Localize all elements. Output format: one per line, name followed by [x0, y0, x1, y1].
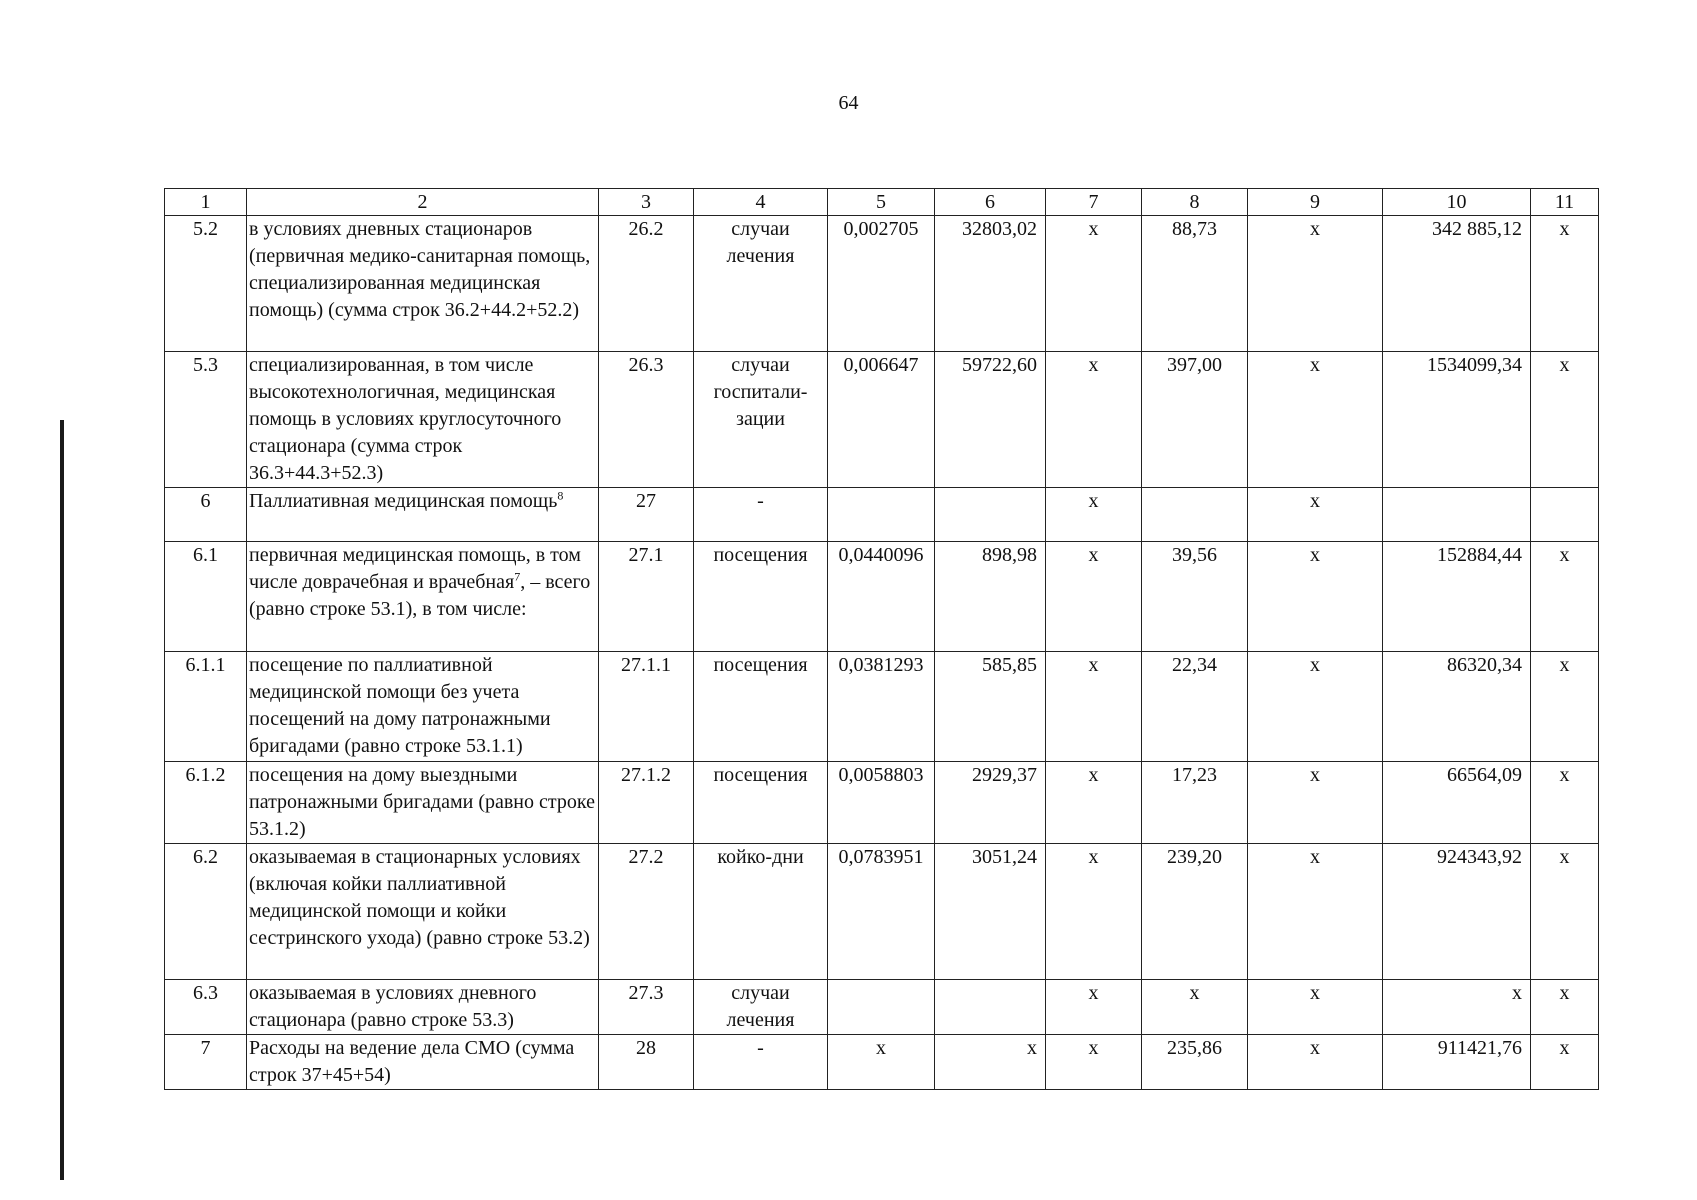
cell-col-5: 0,0440096 — [828, 542, 935, 652]
table-row — [165, 488, 1599, 542]
cell-col-3: 27 — [599, 488, 694, 542]
cell-col-2 — [247, 1035, 599, 1090]
table-row — [165, 542, 1599, 652]
cell-col-10: 911421,76 — [1383, 1035, 1531, 1090]
cell-col-10: 342 885,12 — [1383, 216, 1531, 352]
cell-col-3: 28 — [599, 1035, 694, 1090]
cell-col-10: 86320,34 — [1383, 652, 1531, 762]
cell-col-1: 6.1.2 — [165, 762, 247, 844]
cell-col-6: 59722,60 — [935, 352, 1046, 488]
column-header-1: 1 — [165, 189, 247, 216]
cell-col-4: посещения — [694, 652, 828, 762]
cell-col-1: 6.3 — [165, 980, 247, 1035]
column-header-11: 11 — [1531, 189, 1599, 216]
cell-col-8: 235,86 — [1142, 1035, 1248, 1090]
cell-col-4: случаи лечения — [694, 980, 828, 1035]
cell-col-9: х — [1248, 762, 1383, 844]
cell-col-5: 0,0381293 — [828, 652, 935, 762]
cell-col-11: х — [1531, 352, 1599, 488]
column-header-3: 3 — [599, 189, 694, 216]
cell-col-6: х — [935, 1035, 1046, 1090]
row-description: Паллиативная медицинская помощь — [249, 490, 558, 512]
cell-col-4: случаи госпитали-зации — [694, 352, 828, 488]
row-description: Расходы на ведение дела СМО (сумма строк 37+45+54) — [249, 1037, 575, 1086]
cell-col-3: 27.2 — [599, 844, 694, 980]
cell-col-9: х — [1248, 542, 1383, 652]
cell-col-8: 397,00 — [1142, 352, 1248, 488]
cell-col-5: 0,0058803 — [828, 762, 935, 844]
table-body — [165, 216, 1599, 1090]
cell-col-8: х — [1142, 980, 1248, 1035]
cell-col-4: случаи лечения — [694, 216, 828, 352]
table-row — [165, 1035, 1599, 1090]
cell-col-6: 585,85 — [935, 652, 1046, 762]
row-description: оказываемая в стационарных условиях (включая койки паллиативной медицинской помощи и койки сестринского ухода) (равно строке 53.2) — [249, 846, 590, 949]
row-description-cont: , – всего (равно строке 53.1), в том числе: — [249, 571, 591, 620]
cell-col-9: х — [1248, 652, 1383, 762]
cell-col-7: х — [1046, 844, 1142, 980]
cell-col-3: 27.1 — [599, 542, 694, 652]
cell-col-11: х — [1531, 542, 1599, 652]
cell-col-7: х — [1046, 488, 1142, 542]
cell-col-9: х — [1248, 352, 1383, 488]
cell-col-7: х — [1046, 980, 1142, 1035]
cell-col-3: 26.3 — [599, 352, 694, 488]
header-row — [165, 189, 1599, 216]
cell-col-5: 0,002705 — [828, 216, 935, 352]
table-row — [165, 216, 1599, 352]
column-header-7: 7 — [1046, 189, 1142, 216]
row-description: посещения на дому выездными патронажными бригадами (равно строке 53.1.2) — [249, 764, 595, 840]
cell-col-6: 898,98 — [935, 542, 1046, 652]
cell-col-8: 239,20 — [1142, 844, 1248, 980]
column-header-5: 5 — [828, 189, 935, 216]
cell-col-2 — [247, 652, 599, 762]
column-header-6: 6 — [935, 189, 1046, 216]
cell-col-11: х — [1531, 216, 1599, 352]
cell-col-4: посещения — [694, 542, 828, 652]
cell-col-11: х — [1531, 980, 1599, 1035]
cell-col-3: 27.1.1 — [599, 652, 694, 762]
cell-col-2 — [247, 980, 599, 1035]
cell-col-9: х — [1248, 488, 1383, 542]
column-header-10: 10 — [1383, 189, 1531, 216]
cell-col-1: 5.3 — [165, 352, 247, 488]
cell-col-7: х — [1046, 542, 1142, 652]
row-description: посещение по паллиативной медицинской помощи без учета посещений на дому патронажными бригадами (равно строке 53.1.1) — [249, 654, 551, 757]
cell-col-6 — [935, 980, 1046, 1035]
cell-col-11: х — [1531, 1035, 1599, 1090]
footnote-mark: 7 — [514, 569, 521, 584]
cell-col-6 — [935, 488, 1046, 542]
page-number: 64 — [838, 92, 859, 114]
cell-col-4: посещения — [694, 762, 828, 844]
cell-col-8: 22,34 — [1142, 652, 1248, 762]
cell-col-7: х — [1046, 652, 1142, 762]
cell-col-10: 1534099,34 — [1383, 352, 1531, 488]
cell-col-6: 3051,24 — [935, 844, 1046, 980]
cell-col-8: 88,73 — [1142, 216, 1248, 352]
row-description: специализированная, в том числе высокотехнологичная, медицинская помощь в условиях круглосуточного стационара (сумма строк 36.3+44.3+52.3) — [249, 354, 562, 484]
cell-col-2 — [247, 762, 599, 844]
table-row — [165, 980, 1599, 1035]
cell-col-10: 152884,44 — [1383, 542, 1531, 652]
cell-col-8: 17,23 — [1142, 762, 1248, 844]
cell-col-7: х — [1046, 352, 1142, 488]
cell-col-5: 0,006647 — [828, 352, 935, 488]
scan-margin-mark — [60, 420, 64, 1180]
cell-col-5: х — [828, 1035, 935, 1090]
column-header-9: 9 — [1248, 189, 1383, 216]
cell-col-11: х — [1531, 652, 1599, 762]
cell-col-1: 6.1.1 — [165, 652, 247, 762]
cell-col-8 — [1142, 488, 1248, 542]
footnote-mark: 8 — [557, 488, 564, 503]
column-header-4: 4 — [694, 189, 828, 216]
cell-col-7: х — [1046, 1035, 1142, 1090]
cell-col-1: 5.2 — [165, 216, 247, 352]
cell-col-4: койко-дни — [694, 844, 828, 980]
cell-col-4: - — [694, 1035, 828, 1090]
data-table — [164, 188, 1599, 1090]
table-row — [165, 762, 1599, 844]
cell-col-11 — [1531, 488, 1599, 542]
cell-col-10: 66564,09 — [1383, 762, 1531, 844]
table-row — [165, 844, 1599, 980]
cell-col-9: х — [1248, 844, 1383, 980]
cell-col-9: х — [1248, 1035, 1383, 1090]
cell-col-2 — [247, 352, 599, 488]
cell-col-2 — [247, 542, 599, 652]
cell-col-10: 924343,92 — [1383, 844, 1531, 980]
row-description: первичная медицинская помощь, в том числе доврачебная и врачебная — [249, 544, 581, 593]
cell-col-6: 2929,37 — [935, 762, 1046, 844]
cell-col-3: 27.1.2 — [599, 762, 694, 844]
table-row — [165, 352, 1599, 488]
cell-col-11: х — [1531, 844, 1599, 980]
cell-col-9: х — [1248, 980, 1383, 1035]
cell-col-10 — [1383, 488, 1531, 542]
cell-col-1: 7 — [165, 1035, 247, 1090]
cell-col-3: 26.2 — [599, 216, 694, 352]
cell-col-3: 27.3 — [599, 980, 694, 1035]
cell-col-1: 6.1 — [165, 542, 247, 652]
cell-col-5 — [828, 488, 935, 542]
cell-col-11: х — [1531, 762, 1599, 844]
cell-col-8: 39,56 — [1142, 542, 1248, 652]
cell-col-9: х — [1248, 216, 1383, 352]
row-description: оказываемая в условиях дневного стационара (равно строке 53.3) — [249, 982, 537, 1031]
cell-col-2 — [247, 844, 599, 980]
column-header-8: 8 — [1142, 189, 1248, 216]
cell-col-5: 0,0783951 — [828, 844, 935, 980]
cell-col-7: х — [1046, 762, 1142, 844]
cell-col-2 — [247, 216, 599, 352]
cell-col-10: х — [1383, 980, 1531, 1035]
cell-col-4: - — [694, 488, 828, 542]
cell-col-2 — [247, 488, 599, 542]
cell-col-5 — [828, 980, 935, 1035]
row-description: в условиях дневных стационаров (первичная медико-санитарная помощь, специализированная медицинская помощь) (сумма строк 36.2+44.2+52.2) — [249, 218, 591, 321]
table-row — [165, 652, 1599, 762]
cell-col-1: 6 — [165, 488, 247, 542]
cell-col-1: 6.2 — [165, 844, 247, 980]
cell-col-7: х — [1046, 216, 1142, 352]
column-header-2: 2 — [247, 189, 599, 216]
cell-col-6: 32803,02 — [935, 216, 1046, 352]
